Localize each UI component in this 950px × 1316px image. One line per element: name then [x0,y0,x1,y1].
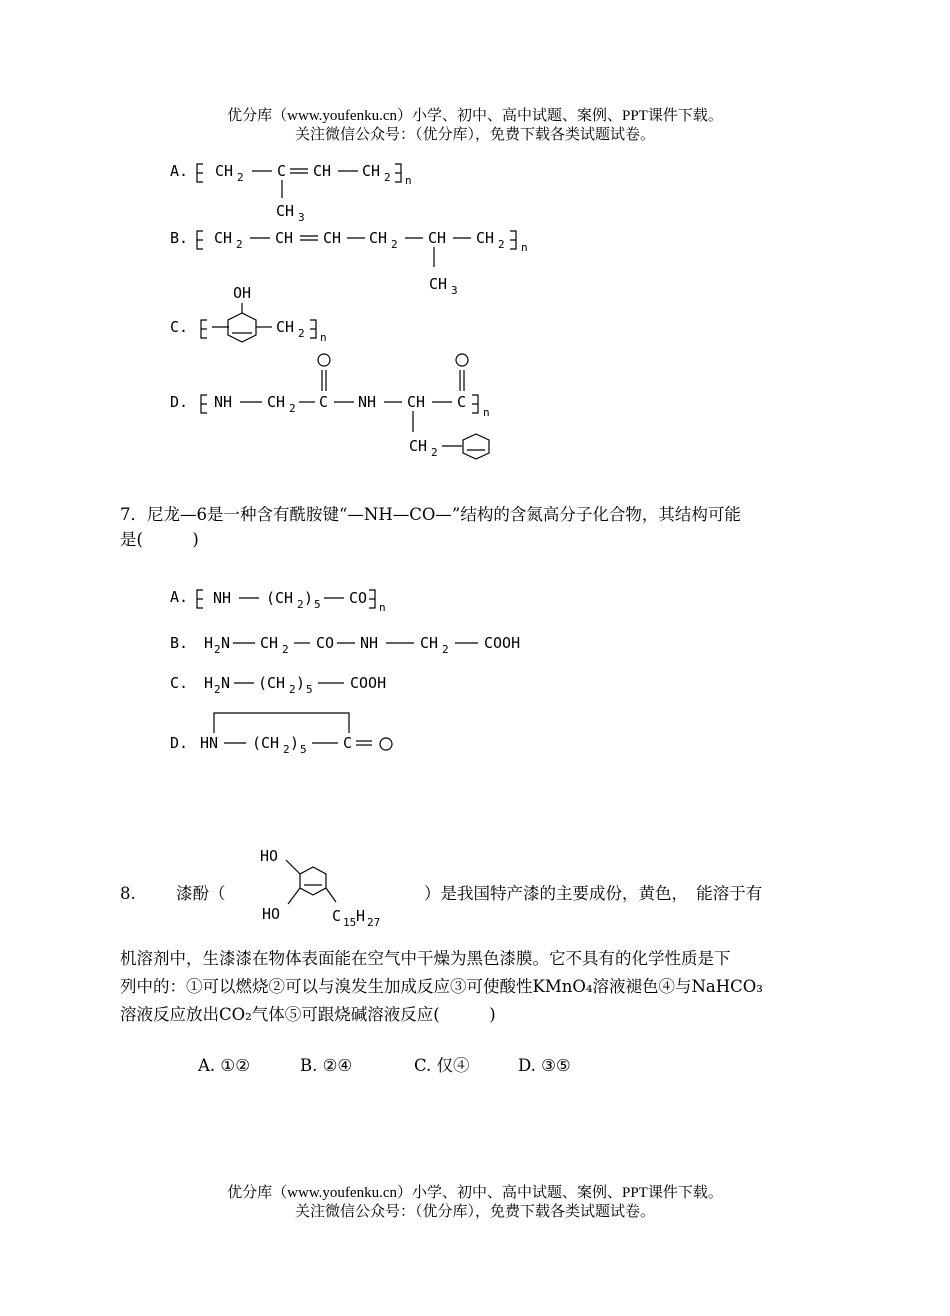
svg-text:2: 2 [237,171,244,184]
q7-option-b-label: B. [170,634,189,652]
svg-text:CH: CH [476,229,495,247]
q7-option-d-label: D. [170,734,189,752]
svg-text:C: C [332,907,342,925]
q6-structures [0,0,950,470]
svg-text:(CH: (CH [252,734,280,752]
svg-text:CH: CH [260,634,279,652]
svg-text:2: 2 [498,238,505,251]
svg-text:CH: CH [362,162,381,180]
q6-option-c-label: C. [170,318,189,336]
q8-name-open: 漆酚（ [176,884,226,903]
svg-text:CH: CH [420,634,439,652]
footer-line-2: 关注微信公众号：（优分库），免费下载各类试题试卷。 [294,1204,655,1220]
urushiol-structure [250,838,420,938]
q7-stem-line-2: 是( ) [120,530,199,549]
svg-text:n: n [379,601,386,614]
svg-text:2: 2 [282,643,289,656]
svg-text:HN: HN [200,734,219,752]
svg-text:2: 2 [297,598,304,611]
svg-text:C: C [319,393,329,411]
svg-text:CH: CH [276,202,295,220]
svg-text:C: C [343,734,353,752]
svg-text:CH: CH [409,437,428,455]
q7-option-a-label: A. [170,588,189,606]
svg-text:CH: CH [407,393,426,411]
svg-text:CH: CH [267,393,286,411]
svg-text:(CH: (CH [266,589,294,607]
svg-text:CH: CH [313,162,332,180]
q6-option-d-label: D. [170,393,189,411]
svg-text:C: C [457,393,467,411]
svg-text:2: 2 [289,402,296,415]
svg-text:NH: NH [213,589,232,607]
svg-text:CH: CH [369,229,388,247]
svg-text:15: 15 [343,916,357,929]
svg-text:C: C [277,162,287,180]
svg-text:NH: NH [360,634,379,652]
svg-text:2: 2 [214,643,221,656]
q7-stem-line-1: 7．尼龙—6是一种含有酰胺键“—NH—CO—”结构的含氮高分子化合物，其结构可能 [120,505,741,524]
svg-text:2: 2 [289,683,296,696]
q8-stem-line-3: 列中的：①可以燃烧②可以与溴发生加成反应③可使酸性KMnO₄溶液褪色④与NaHCO₃ [120,977,763,996]
q7-structures [0,570,950,770]
svg-text:CO: CO [316,634,335,652]
svg-text:CH: CH [214,229,233,247]
q8-option-c: C. 仅④ [414,1056,470,1075]
svg-text:5: 5 [314,598,321,611]
svg-text:NH: NH [214,393,233,411]
svg-text:CH: CH [428,229,447,247]
q8-option-d: D. ③⑤ [518,1056,571,1075]
svg-text:5: 5 [300,743,307,756]
svg-text:H: H [356,907,366,925]
svg-text:): ) [304,589,314,607]
svg-text:CH: CH [275,229,294,247]
svg-text:): ) [290,734,300,752]
svg-text:CH: CH [215,162,234,180]
svg-text:2: 2 [384,171,391,184]
svg-text:n: n [320,331,327,344]
svg-text:NH: NH [358,393,377,411]
svg-text:H: H [204,634,214,652]
svg-text:n: n [521,241,528,254]
svg-text:HO: HO [262,905,281,923]
svg-text:n: n [405,174,412,187]
svg-text:CH: CH [323,229,342,247]
svg-text:H: H [204,674,214,692]
q6-option-b-label: B. [170,229,189,247]
svg-text:n: n [483,406,490,419]
svg-text:27: 27 [367,916,381,929]
q8-number: 8. [120,884,136,903]
svg-text:COOH: COOH [350,674,387,692]
q7-option-c-label: C. [170,674,189,692]
q6-option-a-label: A. [170,162,189,180]
q8-option-a: A. ①② [198,1056,250,1075]
svg-text:3: 3 [451,284,458,297]
svg-text:CO: CO [349,589,368,607]
svg-text:2: 2 [283,743,290,756]
svg-text:3: 3 [298,211,305,224]
svg-text:CH: CH [429,275,448,293]
svg-text:OH: OH [233,284,252,302]
header-line-2: 关注微信公众号：（优分库），免费下载各类试题试卷。 [294,127,655,143]
header-line-1: 优分库（www.youfenku.cn）小学、初中、高中试题、案例、PPT课件下载。 [227,108,723,124]
q8-option-b: B. ②④ [300,1056,353,1075]
footer-line-1: 优分库（www.youfenku.cn）小学、初中、高中试题、案例、PPT课件下载。 [227,1185,723,1201]
q8-stem-line-4: 溶液反应放出CO₂气体⑤可跟烧碱溶液反应( ) [120,1005,496,1024]
svg-text:2: 2 [391,238,398,251]
svg-text:CH: CH [276,318,295,336]
q8-stem-line-2: 机溶剂中，生漆漆在物体表面能在空气中干燥为黑色漆膜。它不具有的化学性质是下 [120,949,731,968]
svg-text:2: 2 [214,683,221,696]
svg-text:COOH: COOH [484,634,521,652]
svg-text:2: 2 [442,643,449,656]
svg-text:HO: HO [260,847,279,865]
svg-text:2: 2 [298,327,305,340]
svg-text:(CH: (CH [258,674,286,692]
svg-text:5: 5 [306,683,313,696]
svg-text:N: N [221,634,231,652]
svg-text:): ) [296,674,306,692]
svg-text:2: 2 [431,446,438,459]
svg-text:2: 2 [236,238,243,251]
q8-name-close: ）是我国特产漆的主要成份，黄色， 能溶于有 [424,884,763,903]
svg-text:N: N [221,674,231,692]
